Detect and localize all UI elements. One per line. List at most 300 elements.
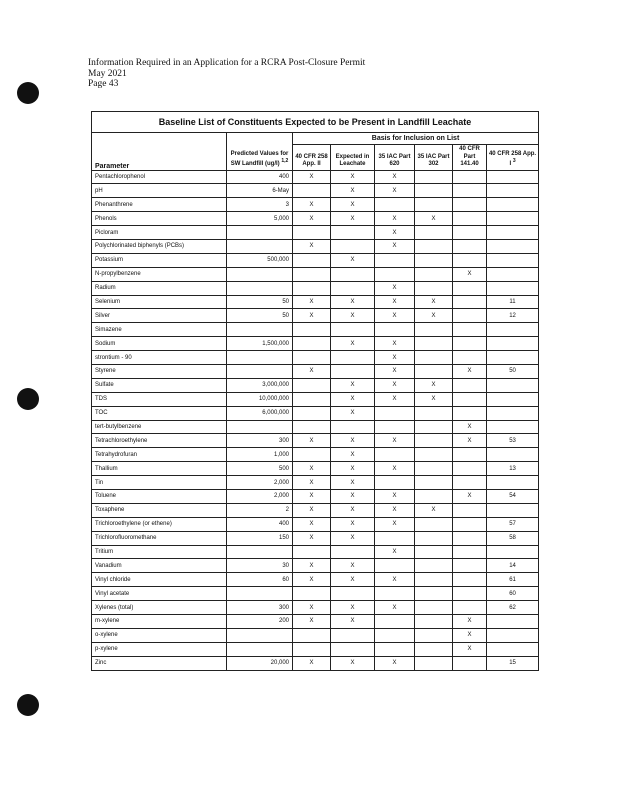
expected-leachate-cell: X [331, 184, 375, 198]
expected-leachate-cell: X [331, 615, 375, 629]
iac620-cell: X [375, 656, 415, 670]
predicted-value-cell: 1,000 [227, 448, 293, 462]
punch-hole-bottom [17, 694, 39, 716]
parameter-cell: tert-butylbenzene [92, 420, 227, 434]
cfr258-app1-cell [487, 170, 539, 184]
cfr258-app1-cell: 54 [487, 489, 539, 503]
predicted-value-cell: 50 [227, 309, 293, 323]
table-row [92, 476, 539, 490]
iac620-cell: X [375, 462, 415, 476]
cfr258-app1-cell [487, 628, 539, 642]
table-title: Baseline List of Constituents Expected to be Present in Landfill Leachate [92, 112, 539, 133]
parameter-cell: Tetrahydrofuran [92, 448, 227, 462]
parameter-cell: Tetrachloroethylene [92, 434, 227, 448]
predicted-value-cell [227, 351, 293, 365]
cfr258-app2-cell: X [293, 531, 331, 545]
parameter-cell: Pentachlorophenol [92, 170, 227, 184]
table-row [92, 281, 539, 295]
cfr258-app1-cell: 53 [487, 434, 539, 448]
cfr141-cell: X [453, 628, 487, 642]
table-row [92, 253, 539, 267]
iac620-cell: X [375, 170, 415, 184]
cfr258-app1-cell [487, 503, 539, 517]
cfr258-app2-cell [293, 628, 331, 642]
iac302-cell [415, 364, 453, 378]
cfr258-app1-cell: 14 [487, 559, 539, 573]
cfr258-app2-cell: X [293, 434, 331, 448]
expected-leachate-cell: X [331, 448, 375, 462]
expected-leachate-cell [331, 420, 375, 434]
table-row [92, 517, 539, 531]
cfr141-cell [453, 309, 487, 323]
cfr141-cell [453, 337, 487, 351]
cfr258-app1-cell [487, 281, 539, 295]
cfr258-app1-cell [487, 239, 539, 253]
table-row [92, 615, 539, 629]
predicted-value-cell [227, 587, 293, 601]
expected-leachate-cell: X [331, 406, 375, 420]
column-header-35iac302: 35 IAC Part 302 [415, 145, 453, 171]
cfr258-app1-cell [487, 212, 539, 226]
header-date: May 2021 [88, 68, 127, 79]
expected-leachate-cell: X [331, 476, 375, 490]
cfr258-app1-cell: 13 [487, 462, 539, 476]
cfr258-app2-cell: X [293, 656, 331, 670]
cfr258-app2-cell [293, 267, 331, 281]
iac302-cell [415, 656, 453, 670]
cfr141-cell [453, 587, 487, 601]
expected-leachate-cell: X [331, 392, 375, 406]
cfr258-app1-cell [487, 545, 539, 559]
iac302-cell [415, 406, 453, 420]
cfr258-app2-cell [293, 420, 331, 434]
cfr258-app1-cell: 62 [487, 601, 539, 615]
predicted-value-cell [227, 545, 293, 559]
cfr141-cell: X [453, 434, 487, 448]
cfr258-app2-cell [293, 406, 331, 420]
iac620-cell: X [375, 545, 415, 559]
cfr258-app2-cell [293, 184, 331, 198]
predicted-value-cell: 500,000 [227, 253, 293, 267]
column-header-parameter: Parameter [92, 133, 227, 171]
iac620-cell [375, 587, 415, 601]
parameter-cell: Sulfate [92, 378, 227, 392]
table-row [92, 239, 539, 253]
cfr141-cell: X [453, 615, 487, 629]
iac302-cell [415, 601, 453, 615]
iac302-cell [415, 434, 453, 448]
table-row [92, 573, 539, 587]
predicted-value-cell [227, 323, 293, 337]
parameter-cell: Trichlorofluoromethane [92, 531, 227, 545]
cfr258-app1-cell: 15 [487, 656, 539, 670]
cfr141-cell [453, 573, 487, 587]
expected-leachate-cell: X [331, 198, 375, 212]
page-header [88, 58, 365, 90]
cfr258-app2-cell: X [293, 198, 331, 212]
expected-leachate-cell [331, 587, 375, 601]
cfr258-app2-cell: X [293, 601, 331, 615]
cfr141-cell [453, 406, 487, 420]
constituents-table [91, 111, 539, 671]
iac620-cell [375, 615, 415, 629]
parameter-cell: Sodium [92, 337, 227, 351]
cfr258-app2-cell [293, 351, 331, 365]
parameter-cell: Toluene [92, 489, 227, 503]
iac302-cell: X [415, 212, 453, 226]
iac620-cell: X [375, 212, 415, 226]
cfr258-app1-cell [487, 267, 539, 281]
table-row [92, 531, 539, 545]
iac620-cell [375, 531, 415, 545]
cfr141-cell [453, 448, 487, 462]
iac302-cell [415, 267, 453, 281]
iac302-cell [415, 448, 453, 462]
cfr258-app2-cell: X [293, 462, 331, 476]
iac302-cell [415, 559, 453, 573]
iac302-cell [415, 184, 453, 198]
column-header-expected-in-leachate: Expected in Leachate [331, 145, 375, 171]
table-row [92, 212, 539, 226]
cfr258-app2-cell [293, 253, 331, 267]
expected-leachate-cell [331, 364, 375, 378]
iac302-cell: X [415, 295, 453, 309]
cfr258-app2-cell [293, 545, 331, 559]
expected-leachate-cell: X [331, 601, 375, 615]
parameter-cell: Vanadium [92, 559, 227, 573]
iac620-cell: X [375, 351, 415, 365]
parameter-cell: Xylenes (total) [92, 601, 227, 615]
cfr258-app1-cell [487, 184, 539, 198]
parameter-cell: Radium [92, 281, 227, 295]
parameter-cell: Toxaphene [92, 503, 227, 517]
column-header-40cfr258-app2: 40 CFR 258 App. II [293, 145, 331, 171]
cfr258-app2-cell: X [293, 212, 331, 226]
parameter-cell: Vinyl chloride [92, 573, 227, 587]
parameter-cell: Phenanthrene [92, 198, 227, 212]
iac302-cell [415, 337, 453, 351]
table-row [92, 337, 539, 351]
cfr141-cell [453, 351, 487, 365]
iac620-cell: X [375, 601, 415, 615]
iac302-cell: X [415, 392, 453, 406]
table-row [92, 198, 539, 212]
table-row [92, 184, 539, 198]
table-row [92, 545, 539, 559]
table-row [92, 170, 539, 184]
parameter-cell: p-xylene [92, 642, 227, 656]
cfr258-app2-cell: X [293, 476, 331, 490]
cfr258-app2-cell: X [293, 295, 331, 309]
expected-leachate-cell [331, 226, 375, 240]
app1-header-label: 40 CFR 258 App. I [488, 150, 537, 167]
table-row [92, 323, 539, 337]
iac620-cell: X [375, 184, 415, 198]
table-row [92, 448, 539, 462]
expected-leachate-cell [331, 267, 375, 281]
predicted-value-cell: 1,500,000 [227, 337, 293, 351]
iac620-cell: X [375, 281, 415, 295]
cfr141-cell: X [453, 489, 487, 503]
iac302-cell [415, 615, 453, 629]
parameter-cell: Trichloroethylene (or ethene) [92, 517, 227, 531]
basis-for-inclusion-header: Basis for Inclusion on List [293, 133, 539, 145]
parameter-cell: m-xylene [92, 615, 227, 629]
predicted-value-cell [227, 226, 293, 240]
punch-hole-middle [17, 388, 39, 410]
cfr141-cell: X [453, 364, 487, 378]
cfr258-app2-cell [293, 448, 331, 462]
expected-leachate-cell: X [331, 295, 375, 309]
cfr258-app1-cell: 60 [487, 587, 539, 601]
expected-leachate-cell: X [331, 573, 375, 587]
iac620-cell: X [375, 573, 415, 587]
expected-leachate-cell: X [331, 378, 375, 392]
cfr258-app2-cell: X [293, 503, 331, 517]
predicted-value-cell [227, 628, 293, 642]
table-row [92, 226, 539, 240]
expected-leachate-cell [331, 628, 375, 642]
cfr258-app1-cell: 12 [487, 309, 539, 323]
cfr141-cell [453, 253, 487, 267]
iac302-cell [415, 476, 453, 490]
iac620-cell: X [375, 378, 415, 392]
iac302-cell [415, 531, 453, 545]
iac620-cell [375, 476, 415, 490]
iac302-cell [415, 517, 453, 531]
iac620-cell: X [375, 239, 415, 253]
cfr141-cell [453, 281, 487, 295]
iac620-cell [375, 642, 415, 656]
expected-leachate-cell [331, 281, 375, 295]
iac620-cell [375, 323, 415, 337]
predicted-value-cell [227, 642, 293, 656]
cfr141-cell [453, 462, 487, 476]
parameter-cell: Tin [92, 476, 227, 490]
predicted-value-cell: 5,000 [227, 212, 293, 226]
expected-leachate-cell: X [331, 170, 375, 184]
parameter-cell: Vinyl acetate [92, 587, 227, 601]
cfr258-app2-cell [293, 226, 331, 240]
expected-leachate-cell: X [331, 434, 375, 448]
cfr258-app2-cell: X [293, 364, 331, 378]
expected-leachate-cell: X [331, 462, 375, 476]
cfr141-cell [453, 656, 487, 670]
cfr258-app2-cell [293, 323, 331, 337]
cfr258-app2-cell [293, 587, 331, 601]
iac620-cell [375, 628, 415, 642]
predicted-value-cell [227, 420, 293, 434]
expected-leachate-cell [331, 351, 375, 365]
cfr258-app2-cell: X [293, 559, 331, 573]
cfr141-cell [453, 601, 487, 615]
cfr258-app2-cell: X [293, 615, 331, 629]
iac302-cell [415, 281, 453, 295]
iac302-cell [415, 489, 453, 503]
expected-leachate-cell: X [331, 212, 375, 226]
table-row [92, 489, 539, 503]
expected-leachate-cell [331, 323, 375, 337]
cfr258-app2-cell: X [293, 517, 331, 531]
cfr258-app2-cell: X [293, 239, 331, 253]
iac620-cell: X [375, 434, 415, 448]
column-header-35iac620: 35 IAC Part 620 [375, 145, 415, 171]
parameter-cell: Polychlorinated biphenyls (PCBs) [92, 239, 227, 253]
predicted-footnote: 1,2 [281, 158, 289, 164]
iac302-cell [415, 253, 453, 267]
iac302-cell [415, 642, 453, 656]
iac620-cell: X [375, 309, 415, 323]
cfr258-app1-cell [487, 226, 539, 240]
cfr258-app1-cell [487, 351, 539, 365]
iac620-cell [375, 198, 415, 212]
cfr258-app1-cell: 58 [487, 531, 539, 545]
cfr258-app1-cell [487, 323, 539, 337]
cfr258-app1-cell: 61 [487, 573, 539, 587]
iac620-cell: X [375, 503, 415, 517]
predicted-value-cell: 10,000,000 [227, 392, 293, 406]
table-row [92, 378, 539, 392]
expected-leachate-cell: X [331, 337, 375, 351]
cfr258-app1-cell [487, 642, 539, 656]
parameter-cell: Styrene [92, 364, 227, 378]
iac620-cell [375, 420, 415, 434]
iac302-cell: X [415, 309, 453, 323]
cfr258-app2-cell: X [293, 489, 331, 503]
expected-leachate-cell [331, 545, 375, 559]
predicted-value-cell: 20,000 [227, 656, 293, 670]
cfr141-cell [453, 545, 487, 559]
predicted-value-cell: 2 [227, 503, 293, 517]
cfr141-cell [453, 239, 487, 253]
column-header-40cfr141: 40 CFR Part 141.40 [453, 145, 487, 171]
iac302-cell [415, 198, 453, 212]
cfr141-cell: X [453, 420, 487, 434]
iac302-cell [415, 420, 453, 434]
cfr141-cell [453, 503, 487, 517]
parameter-cell: Selenium [92, 295, 227, 309]
cfr141-cell [453, 226, 487, 240]
cfr258-app1-cell: 50 [487, 364, 539, 378]
cfr258-app2-cell [293, 378, 331, 392]
parameter-cell: Tritium [92, 545, 227, 559]
cfr258-app1-cell [487, 253, 539, 267]
table-row [92, 462, 539, 476]
table-row [92, 587, 539, 601]
parameter-cell: strontium - 90 [92, 351, 227, 365]
table-row [92, 392, 539, 406]
column-header-40cfr258-app1 [487, 145, 539, 171]
iac302-cell [415, 239, 453, 253]
iac302-cell [415, 573, 453, 587]
iac620-cell [375, 253, 415, 267]
expected-leachate-cell [331, 642, 375, 656]
cfr258-app1-cell [487, 392, 539, 406]
predicted-value-cell [227, 267, 293, 281]
iac620-cell [375, 406, 415, 420]
iac302-cell [415, 351, 453, 365]
expected-leachate-cell: X [331, 309, 375, 323]
iac620-cell: X [375, 226, 415, 240]
cfr258-app1-cell [487, 615, 539, 629]
parameter-cell: o-xylene [92, 628, 227, 642]
cfr141-cell [453, 392, 487, 406]
cfr258-app1-cell [487, 406, 539, 420]
cfr141-cell: X [453, 642, 487, 656]
iac620-cell: X [375, 337, 415, 351]
predicted-value-cell: 60 [227, 573, 293, 587]
predicted-value-cell: 300 [227, 601, 293, 615]
parameter-cell: pH [92, 184, 227, 198]
predicted-value-cell: 200 [227, 615, 293, 629]
parameter-cell: TOC [92, 406, 227, 420]
iac620-cell: X [375, 517, 415, 531]
table-row [92, 420, 539, 434]
header-page-number: Page 43 [88, 79, 119, 89]
iac302-cell: X [415, 503, 453, 517]
iac302-cell [415, 170, 453, 184]
parameter-cell: Simazene [92, 323, 227, 337]
iac302-cell [415, 628, 453, 642]
expected-leachate-cell: X [331, 489, 375, 503]
table-row [92, 628, 539, 642]
parameter-cell: Thallium [92, 462, 227, 476]
cfr258-app2-cell [293, 392, 331, 406]
table-row [92, 364, 539, 378]
expected-leachate-cell: X [331, 503, 375, 517]
cfr141-cell [453, 559, 487, 573]
table-row [92, 309, 539, 323]
predicted-value-cell: 30 [227, 559, 293, 573]
cfr258-app2-cell [293, 337, 331, 351]
expected-leachate-cell: X [331, 253, 375, 267]
parameter-cell: TDS [92, 392, 227, 406]
cfr141-cell [453, 476, 487, 490]
table-row [92, 656, 539, 670]
parameter-cell: Zinc [92, 656, 227, 670]
expected-leachate-cell: X [331, 531, 375, 545]
iac620-cell [375, 267, 415, 281]
predicted-value-cell: 500 [227, 462, 293, 476]
expected-leachate-cell: X [331, 656, 375, 670]
table-row [92, 434, 539, 448]
iac620-cell [375, 448, 415, 462]
cfr258-app1-cell [487, 476, 539, 490]
cfr258-app1-cell [487, 420, 539, 434]
table-row [92, 642, 539, 656]
predicted-value-cell: 400 [227, 170, 293, 184]
table-row [92, 406, 539, 420]
table-row [92, 295, 539, 309]
table-row [92, 559, 539, 573]
cfr141-cell [453, 184, 487, 198]
expected-leachate-cell: X [331, 517, 375, 531]
cfr258-app2-cell: X [293, 309, 331, 323]
cfr258-app1-cell: 57 [487, 517, 539, 531]
parameter-cell: Picloram [92, 226, 227, 240]
cfr258-app1-cell [487, 198, 539, 212]
cfr141-cell [453, 517, 487, 531]
cfr141-cell [453, 198, 487, 212]
app1-footnote: 3 [512, 158, 516, 164]
predicted-value-cell: 2,000 [227, 489, 293, 503]
predicted-value-cell: 150 [227, 531, 293, 545]
cfr258-app1-cell [487, 448, 539, 462]
header-title: Information Required in an Application for a RCRA Post-Closure Permit [88, 58, 366, 68]
iac302-cell [415, 323, 453, 337]
predicted-value-cell: 6-May [227, 184, 293, 198]
predicted-value-cell: 3,000,000 [227, 378, 293, 392]
